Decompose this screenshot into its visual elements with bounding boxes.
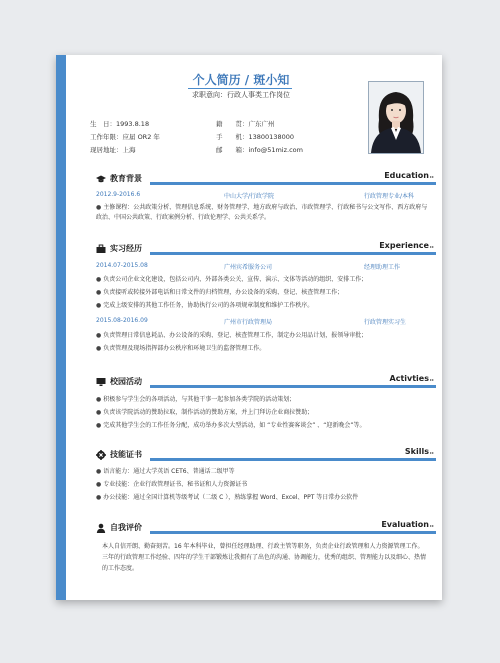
skills-line: 办公技能：通过全国计算机等级考试（二级 C ），熟练掌握 Word、Excel、PPT 等日常办公软件 <box>103 494 359 501</box>
evaluation-text: 本人自信开朗、勤奋刻苦。16 年本科毕业，曾担任经理助理、行政主管等职务，负责企业行政管理和人力资源管理工作。三年的行政管理工作经验、四年的学生干部锻炼让我拥有了出色的沟通、协调能力，优秀的组织、管理能力以及细心、热情的工作态度。 <box>102 543 427 572</box>
graduation-cap-icon <box>96 174 106 184</box>
campus-item <box>96 421 428 431</box>
email-label: 邮 箱： <box>216 146 249 154</box>
address-label: 现居地址： <box>90 146 123 154</box>
job2-role: 行政管理实习生 <box>364 319 407 326</box>
campus-item <box>96 408 428 418</box>
evaluation-bar <box>150 531 436 534</box>
bullet-icon: ● <box>96 289 102 296</box>
education-title: 教育背景 <box>110 174 142 183</box>
campus-line: 负责该学院活动的赞助拉取，制作活动的赞助方案，并上门拜访企业商拉赞助； <box>103 409 314 416</box>
education-line: 主修课程：公共政策分析、管理信息系统、财务管理学、地方政府与政治、市政管理学、行政秘书与公文写作、西方政府与政治、中国公共政策、行政案例分析、行政伦理学、公共关系学。 <box>96 204 428 221</box>
job1-line: 负责公司企业文化建设，包括公司内、外部各类公关、宣传、演示、文体等活动的组织、安排工作； <box>103 276 368 283</box>
education-school: 中山大学/行政学院 <box>224 193 275 200</box>
experience-header <box>96 242 442 256</box>
job2-item <box>96 344 428 354</box>
campus-item <box>96 395 428 405</box>
person-icon <box>96 523 106 533</box>
campus-line: 积极参与学生会的各项活动，与其他干事一起参加各类学院的活动策划； <box>103 396 296 403</box>
birth-row <box>90 119 149 128</box>
job2-line: 负责管理日常信息耗品、办公设备的采购、登记、核查管理工作，制定办公用品计划，报领导审批； <box>103 332 368 339</box>
evaluation-header <box>96 521 442 535</box>
address-value: 上海 <box>122 146 136 154</box>
skills-title-en: Skills ▸▸ <box>401 447 434 456</box>
resume-page <box>56 55 442 600</box>
job1-role: 经理助理工作 <box>364 264 401 271</box>
job1-item <box>96 288 428 298</box>
job2-item <box>96 331 428 341</box>
bullet-icon: ● <box>96 409 102 416</box>
resume-title: 个人简历 / 斑小知 <box>192 73 290 87</box>
education-header <box>96 172 442 186</box>
phone-value: 13800138000 <box>248 133 294 141</box>
years-label: 工作年限： <box>90 133 123 141</box>
birth-label: 生 日： <box>90 120 116 128</box>
profile-photo <box>368 81 424 154</box>
campus-bar <box>150 385 436 388</box>
years-value: 应届 OR2 年 <box>122 133 160 141</box>
education-title-en: Education ▸▸ <box>380 171 434 180</box>
evaluation-title: 自我评价 <box>110 523 142 532</box>
experience-title-en: Experience ▸▸ <box>375 241 434 250</box>
phone-label: 手 机： <box>216 133 249 141</box>
bullet-icon: ● <box>96 345 102 352</box>
email-value: info@51miz.com <box>248 146 303 154</box>
skills-bar <box>150 458 436 461</box>
bullet-icon: ● <box>96 468 102 475</box>
skills-item <box>96 480 428 490</box>
bullet-icon: ● <box>96 276 102 283</box>
job1-line: 完成上级安排的其他工作任务，协助执行公司的各项规章制度和维护工作秩序。 <box>103 302 314 309</box>
address-row <box>90 145 136 154</box>
campus-title-en: Activties ▸▸ <box>386 374 434 383</box>
job1-period: 2014.07-2015.08 <box>96 262 148 269</box>
briefcase-icon <box>96 244 106 254</box>
gear-icon <box>96 450 106 460</box>
bullet-icon: ● <box>96 396 102 403</box>
job2-company: 广州市行政管理局 <box>224 319 273 326</box>
origin-value: 广东广州 <box>248 120 275 128</box>
education-item <box>96 203 428 222</box>
bullet-icon: ● <box>96 494 102 501</box>
campus-line: 完成其他学生会的工作任务分配，成功举办多次大型活动，如 “专业性赛客谈会” 、“迎新晚会”等。 <box>103 422 366 429</box>
skills-item <box>96 493 428 503</box>
bullet-icon: ● <box>96 481 102 488</box>
bullet-icon: ● <box>96 204 102 211</box>
experience-bar <box>150 252 436 255</box>
job1-line: 负责接听或转接外部电话和日常文件的归档管理，办公设备的采购、登记、核查管理工作； <box>103 289 344 296</box>
skills-title: 技能证书 <box>110 450 142 459</box>
monitor-icon <box>96 377 106 387</box>
skills-line: 语言能力：通过大学英语 CET6、普通话二级甲等 <box>103 468 235 475</box>
title-underline <box>188 88 292 89</box>
email-row <box>216 145 303 154</box>
years-row <box>90 132 160 141</box>
job1-company: 广州宾希服务公司 <box>224 264 273 271</box>
job2-period: 2015.08-2016.09 <box>96 317 148 324</box>
job-intention: 求职意向：行政人事类工作岗位 <box>192 91 290 99</box>
job2-line: 负责管理及现场指挥部办公秩序和环境卫生的监督管理工作。 <box>103 345 266 352</box>
campus-title: 校园活动 <box>110 377 142 386</box>
education-period: 2012.9-2016.6 <box>96 191 141 198</box>
left-accent-stripe <box>56 55 66 600</box>
bullet-icon: ● <box>96 332 102 339</box>
experience-title: 实习经历 <box>110 244 142 253</box>
evaluation-title-en: Evaluation ▸▸ <box>377 520 434 529</box>
phone-row <box>216 132 294 141</box>
bullet-icon: ● <box>96 422 102 429</box>
skills-header <box>96 448 442 462</box>
campus-header <box>96 375 442 389</box>
origin-label: 籍 贯： <box>216 120 249 128</box>
bullet-icon: ● <box>96 302 102 309</box>
skills-line: 专业技能：企业行政管理证书、秘书证和人力资源证书 <box>103 481 248 488</box>
job1-item <box>96 301 428 311</box>
education-major: 行政管理专业/本科 <box>364 193 415 200</box>
birth-value: 1993.8.18 <box>116 120 150 128</box>
origin-row <box>216 119 275 128</box>
job1-item <box>96 275 428 285</box>
skills-item <box>96 467 428 477</box>
education-bar <box>150 182 436 185</box>
